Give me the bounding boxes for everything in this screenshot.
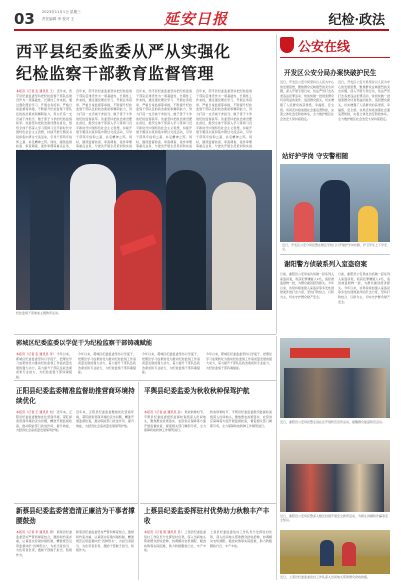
article4-col2: 新蔡县纪委监委坚持严管和厚爱结合，激励和约束并重，认真落实容错纠错机制，精准规范运用监督执纪“四种形态”，为担当者担当、为负责者负责，激励干部敢于担当、积极作为。	[76, 530, 134, 553]
sidebar-photo3-caption: 近日，谢阳县公安局民警深入辖区校园开展安全教育活动，为师生讲解防诈骗等安全知识。	[280, 514, 389, 523]
sidebar-article1-col1	[280, 80, 334, 144]
lead-body-col1	[16, 89, 72, 147]
lead-body-col4: 近年来，西平县纪委监委坚持把纪检监察干部队伍建设作为一项基础性、长期性工作来抓，通过强化理论学习、开展业务培训、严格日常监督等举措，不断提升纪检监察干部队伍的政治素质和履职能力，努力打造一支忠诚干净担当、敢于善于斗争的纪检监察铁军。该委坚持把政治建设摆在首位，组织全体干部深入学习贯彻习近平新时代中国特色社会主义思想，持续开展专题读书班和集中研讨交流活动，引导干部筑牢信仰之基、补足精神之钙。同时，围绕监督检查、审查调查、案件审理等重点业务，分批次开展全员培训和实战	[196, 89, 252, 149]
lead-photo-caption: 纪检监察干部参加主题教育活动。	[16, 311, 62, 315]
lead-body-col2: 近年来，西平县纪委监委坚持把纪检监察干部队伍建设作为一项基础性、长期性工作来抓，通过强化理论学习、开展业务培训、严格日常监督等举措，不断提升纪检监察干部队伍的政治素质和履职能力，努力打造一支忠诚干净担当、敢于善于斗争的纪检监察铁军。该委坚持把政治建设摆在首位，组织全体干部深入学习贯彻习近平新时代中国特色社会主义思想，持续开展专题读书班和集中研讨交流活动，引导干部筑牢信仰之基、补足精神之钙。同时，围绕监督检查、审查调查、案件审理等重点业务，分批次开展全员培训和实战	[76, 89, 132, 149]
article1-top-rule	[14, 334, 276, 335]
sidebar-article2-title: 谢阳警方侦破系列入室盗窃案	[284, 260, 368, 268]
article2-col1	[16, 410, 72, 500]
sidebar-article1-col2: 近日，开发区公安分局坚持以人民为中心的发展思想，聚焦群众反映强烈的突出问题，深入开展专项行动，依法严厉打击各类违法犯罪活动，快侦快破一批侵害群众切身利益的案件，追回群众损失，切实增强了人民群众的获得感、幸福感、安全感。该局还持续加强社会面巡逻防控，完善立体化治安防控体系，全力维护辖区社会治安大局持续稳定。	[338, 80, 390, 121]
article2-top-rule	[14, 380, 276, 381]
sidebar-photo1-child	[358, 206, 378, 242]
article1-col1	[16, 352, 72, 379]
article1-col4: 今年以来，郭城区纪委监委坚持以学促干，把理论学习成果转化为推动纪检监察工作高质量发展的强大动力，着力提升干部队伍政治素质和专业能力，为纪检监察干部铸魂赋能。	[206, 352, 273, 370]
sidebar-photo2-banner	[290, 348, 350, 358]
article2-col2: 近年来，正阳县纪委监委聚焦优化营商环境，紧盯损害营商环境的突出问题，精准开展监督检查，推动职能部门改进作风、提升效能，为经济社会高质量发展保驾护航。	[76, 410, 134, 428]
sidebar-rule2	[280, 254, 390, 255]
article2-title: 正阳县纪委监委精准监督助推营商环境持续优化	[16, 387, 135, 405]
sidebar-photo3	[280, 440, 390, 512]
bottom-right-photo-field	[280, 556, 390, 574]
shield-icon	[280, 37, 294, 53]
sidebar-banner-rule	[280, 57, 390, 58]
sidebar-photo1-child	[294, 202, 314, 242]
article5-title: 上蔡县纪委监委挥驻村优势助力秋粮丰产丰收	[144, 507, 270, 525]
article5-col2: 上蔡县纪委监委驻村工作队充分发挥驻村优势，深入田间地头帮助群众抢收抢种，协调解决农机调配、粮食收购等实际困难，助力秋粮颗粒归仓、丰产丰收。	[210, 530, 272, 548]
lead-photo-person	[70, 164, 116, 310]
date-line: 2023年11月1日 星期三	[42, 10, 81, 14]
sidebar-banner	[280, 36, 390, 54]
lead-headline-line1: 西平县纪委监委从严从实强化	[16, 42, 231, 61]
sidebar-divider	[276, 34, 277, 334]
lead-photo	[16, 150, 272, 310]
header-rule	[14, 29, 389, 31]
article-divider-mid	[138, 382, 139, 580]
sidebar-photo1-officer	[320, 180, 350, 242]
lead-photo-person	[212, 182, 256, 310]
article2-body: 近年来，正阳县纪委监委聚焦优化营商环境，紧盯损害营商环境的突出问题，精准开展监督检查，推动职能部门改进作风、提升效能，为经济社会高质量发展保驾护航。	[16, 410, 72, 433]
sidebar-photo2-crowd	[284, 368, 386, 418]
bottom-right-photo-person	[320, 540, 334, 566]
article5-byline: 本报讯（记者 陈 通讯员 吴）	[144, 530, 184, 534]
sidebar-photo1-caption: 站好护学岗 守安警相随	[282, 152, 349, 160]
page-header	[14, 6, 389, 28]
lead-photo-person	[30, 176, 64, 310]
article2-byline: 本报讯（记者 王 通讯员 刘）	[16, 410, 56, 414]
bottom-right-photo	[280, 530, 390, 574]
lead-byline: 本报讯（记者 张 通讯员 王）	[16, 89, 56, 93]
article3-body: 秋收秋种时节，平舆县纪委监委组织监督检查组深入田间地头，聚焦惠农政策落实、农资供应保障等方面开展监督检查，督促相关部门履职尽责，全力保障秋收秋种工作顺利进行。	[144, 410, 206, 433]
article4-byline: 本报讯（记者 李 通讯员 周）	[16, 530, 56, 534]
article1-body: 今年以来，郭城区纪委监委坚持以学促干，把理论学习成果转化为推动纪检监察工作高质量发展的强大动力，着力提升干部队伍政治素质和专业能力，为纪检监察干部铸魂赋能。	[16, 352, 72, 379]
lead-body: 近年来，西平县纪委监委坚持把纪检监察干部队伍建设作为一项基础性、长期性工作来抓，通过强化理论学习、开展业务培训、严格日常监督等举措，不断提升纪检监察干部队伍的政治素质和履职能力，努力打造一支忠诚干净担当、敢于善于斗争的纪检监察铁军。该委坚持把政治建设摆在首位，组织全体干部深入学习贯彻习近平新时代中国特色社会主义思想，持续开展专题读书班和集中研讨交流活动，引导干部筑牢信仰之基、补足精神之钙。同时，围绕监督检查、审查调查、案件审理等重点业务，	[16, 89, 72, 149]
editor-line: 责任编辑 李 校对 王	[42, 17, 75, 21]
page-number: 03	[14, 10, 35, 28]
article1-title: 郭城区纪委监委以学促干为纪检监察干部铸魂赋能	[16, 340, 153, 347]
sidebar-article1-body: 近日，开发区公安分局坚持以人民为中心的发展思想，聚焦群众反映强烈的突出问题，深入开展专项行动，依法严厉打击各类违法犯罪活动，快侦快破一批侵害群众切身利益的案件，追回群众损失，切实增强了人民群众的获得感、幸福感、安全感。该局还持续加强社会面巡逻防控，完善立体化治安防控体系，全力维护辖区社会治安大局持续稳定。	[280, 80, 335, 121]
newspaper-logo: 延安日报	[164, 10, 229, 28]
article4-title: 新蔡县纪委监委营造清正廉洁为干事者撑腰鼓劲	[16, 507, 135, 525]
article1-col3: 今年以来，郭城区纪委监委坚持以学促干，把理论学习成果转化为推动纪检监察工作高质量发展的强大动力，着力提升干部队伍政治素质和专业能力，为纪检监察干部铸魂赋能。	[142, 352, 200, 375]
article4-col1	[16, 530, 72, 580]
right-column-divider	[276, 336, 277, 580]
sidebar-photo3-group	[286, 464, 384, 512]
article3-title: 平舆县纪委监委为秋收秋种保驾护航	[144, 387, 250, 395]
article5-body: 上蔡县纪委监委驻村工作队充分发挥驻村优势，深入田间地头帮助群众抢收抢种，协调解决农机调配、粮食收购等实际困难，助力秋粮颗粒归仓、丰产丰收。	[144, 530, 206, 553]
article3-col1	[144, 410, 206, 500]
article3-col2: 秋收秋种时节，平舆县纪委监委组织监督检查组深入田间地头，聚焦惠农政策落实、农资供应保障等方面开展监督检查，督促相关部门履职尽责，全力保障秋收秋种工作顺利进行。	[210, 410, 272, 428]
article3-byline: 本报讯（记者 赵 通讯员 孙）	[144, 410, 184, 414]
sidebar-banner-title: 公安在线	[298, 40, 351, 55]
lead-body-col3: 近年来，西平县纪委监委坚持把纪检监察干部队伍建设作为一项基础性、长期性工作来抓，通过强化理论学习、开展业务培训、严格日常监督等举措，不断提升纪检监察干部队伍的政治素质和履职能力，努力打造一支忠诚干净担当、敢于善于斗争的纪检监察铁军。该委坚持把政治建设摆在首位，组织全体干部深入学习贯彻习近平新时代中国特色社会主义思想，持续开展专题读书班和集中研讨交流活动，引导干部筑牢信仰之基、补足精神之钙。同时，围绕监督检查、审查调查、案件审理等重点业务，分批次开展全员培训和实战	[136, 89, 192, 149]
sidebar-article2-col2: 日前，谢阳县公安局成功侦破一起系列入室盗窃案，抓获犯罪嫌疑人2名，追回被盗财物一批，为群众挽回经济损失。今年以来，该局持续加强入室盗窃等多发性侵财案件的打击力度，坚持打防结合、以防为主，切实守护群众财产安全。	[338, 272, 390, 304]
lead-photo-person	[166, 170, 206, 310]
sidebar-photo1-note: 近日，开发区公安分局民警在辖区学校门口开展护学岗执勤，护卫学生上下学安全。	[282, 243, 388, 252]
article4-top-rule	[14, 503, 138, 504]
article1-byline: 本报讯（记者 张 通讯员 李）	[16, 352, 56, 356]
article5-top-rule	[140, 503, 276, 504]
bottom-right-photo-person	[342, 542, 356, 566]
article4-body: 新蔡县纪委监委坚持严管和厚爱结合，激励和约束并重，认真落实容错纠错机制，精准规范运用监督执纪“四种形态”，为担当者担当、为负责者负责，激励干部敢于担当、积极作为。	[16, 530, 72, 557]
sidebar-photo2-caption: 近日，谢阳县公安局民警走进社区开展防范宣传活动，提醒群众提高防范意识。	[280, 420, 386, 424]
sidebar-article2-body: 日前，谢阳县公安局成功侦破一起系列入室盗窃案，抓获犯罪嫌疑人2名，追回被盗财物一批，为群众挽回经济损失。今年以来，该局持续加强入室盗窃等多发性侵财案件的打击力度，坚持打防结合、以防为主，切实守护群众财产安全。	[280, 272, 335, 299]
sidebar-photo1	[280, 164, 390, 242]
sidebar-photo2	[280, 338, 390, 418]
section-title: 纪检·政法	[328, 13, 385, 28]
article5-col1	[144, 530, 206, 580]
sidebar-article2-col1	[280, 272, 334, 332]
bottom-right-photo-caption: 近日，上蔡县纪委监委驻村工作队深入田间地头帮助群众抢收秋粮。	[280, 575, 371, 579]
lead-headline-line2: 纪检监察干部教育监督管理	[16, 64, 215, 83]
sidebar-article1-title: 开发区公安分局办案快破护民生	[284, 69, 377, 77]
article1-col2: 今年以来，郭城区纪委监委坚持以学促干，把理论学习成果转化为推动纪检监察工作高质量发展的强大动力，着力提升干部队伍政治素质和专业能力，为纪检监察干部铸魂赋能。	[78, 352, 136, 375]
